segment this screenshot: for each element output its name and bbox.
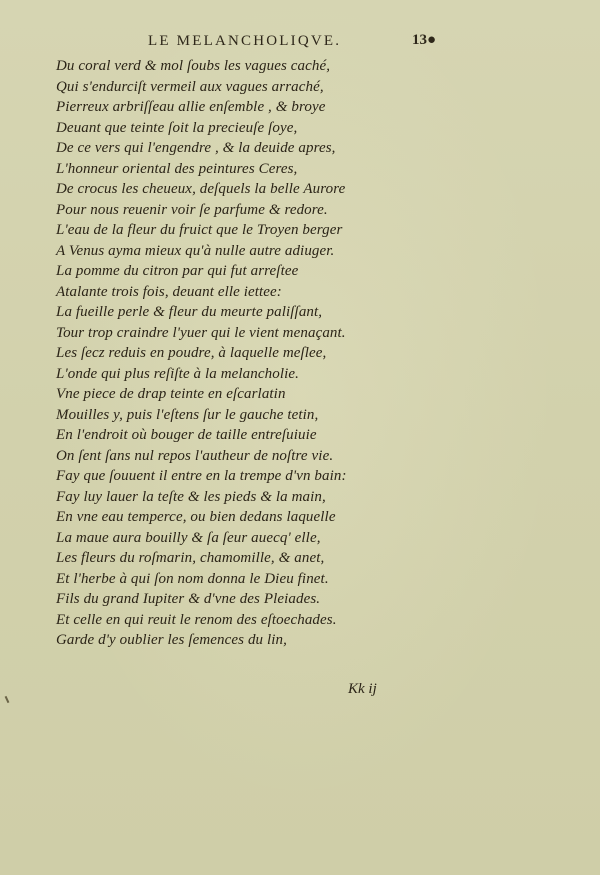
verse-line: Du coral verd & mol ſoubs les vagues caché,: [56, 58, 331, 74]
verse-line: On ſent ſans nul repos l'autheur de noſtre vie.: [56, 447, 334, 464]
verse-line: Fay luy lauer la teſte & les pieds & la main,: [56, 488, 326, 505]
verse-line: Pour nous reuenir voir ſe parfume & redore.: [56, 201, 328, 218]
signature-mark: Kk ij: [348, 681, 377, 697]
verse-line: En l'endroit où bouger de taille entreſuiuie: [56, 427, 317, 443]
verse-line: L'eau de la fleur du fruict que le Troyen berger: [56, 222, 343, 238]
verse-line: Les ſecz reduis en poudre, à laquelle meſlee,: [56, 345, 327, 361]
verse-line: A Venus ayma mieux qu'à nulle autre adiuger.: [56, 242, 335, 259]
verse-line: Et l'herbe à qui ſon nom donna le Dieu finet.: [56, 570, 329, 587]
verse-line: Et celle en qui reuit le renom des eſtoechades.: [56, 611, 337, 628]
verse-line: Vne piece de drap teinte en eſcarlatin: [56, 386, 286, 402]
verse-line: Garde d'y oublier les ſemences du lin,: [56, 632, 287, 648]
running-title: LE MELANCHOLIQVE.: [148, 33, 342, 49]
page-number: 13●: [412, 32, 437, 48]
margin-mark: [5, 696, 10, 703]
verse-line: La pomme du citron par qui fut arreſtee: [56, 263, 299, 279]
verse-line: Atalante trois fois, deuant elle iettee:: [56, 283, 282, 300]
verse-line: Mouilles y, puis l'eſtens ſur le gauche tetin,: [56, 406, 319, 423]
verse-line: De crocus les cheueux, deſquels la belle Aurore: [56, 181, 346, 197]
verse-line: Tour trop craindre l'yuer qui le vient menaçant.: [56, 324, 346, 341]
verse-block: [56, 56, 386, 651]
verse-line: Fay que ſouuent il entre en la trempe d'vn bain:: [56, 468, 347, 484]
verse-line: La maue aura bouilly & ſa ſeur auecq' elle,: [56, 529, 321, 546]
verse-line: Fils du grand Iupiter & d'vne des Pleiades.: [56, 591, 321, 607]
verse-line: Deuant que teinte ſoit la precieuſe ſoye,: [56, 119, 298, 136]
verse-line: En vne eau temperce, ou bien dedans laquelle: [56, 509, 336, 525]
running-head: [0, 33, 600, 55]
verse-line: La fueille perle & fleur du meurte paliſſant,: [56, 304, 323, 320]
verse-line: De ce vers qui l'engendre , & la deuide apres,: [56, 140, 336, 156]
verse-line: L'onde qui plus reſiſte à la melancholie.: [56, 365, 299, 382]
verse-line: Les fleurs du roſmarin, chamomille, & anet,: [56, 550, 325, 566]
verse-line: Pierreux arbriſſeau allie enſemble , & broye: [56, 99, 326, 115]
verse-line: L'honneur oriental des peintures Ceres,: [56, 160, 298, 177]
verse-line: Qui s'endurciſt vermeil aux vagues arraché,: [56, 78, 324, 95]
